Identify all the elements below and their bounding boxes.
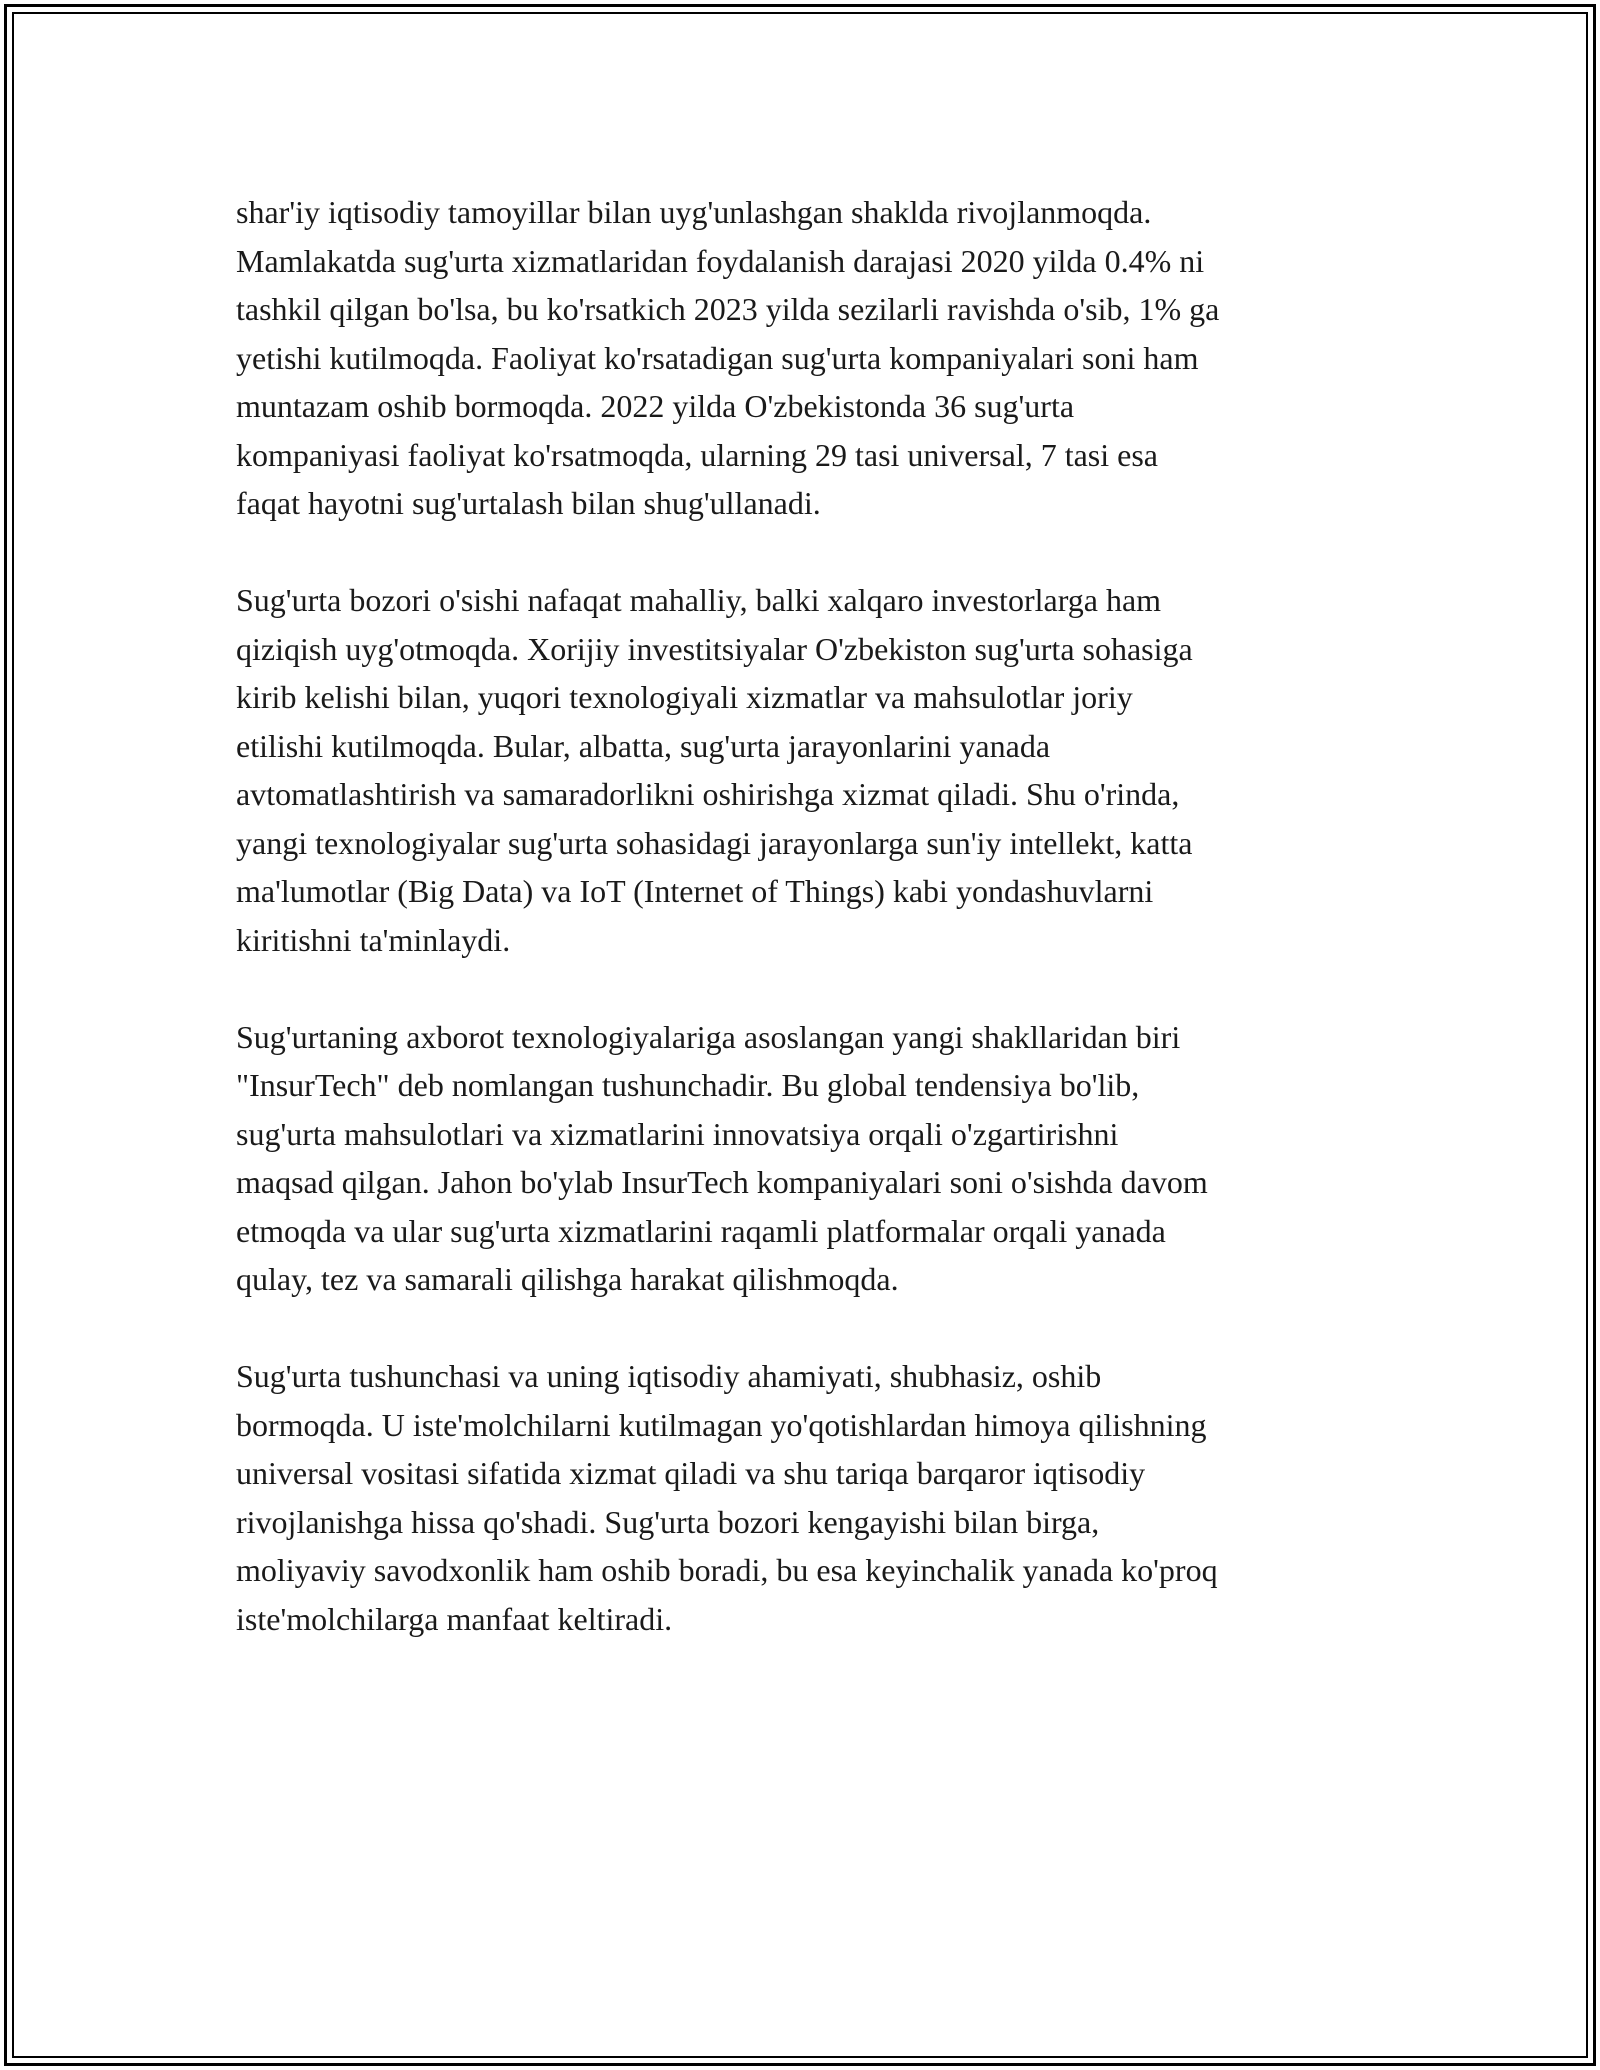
paragraph-2: Sug'urta bozori o'sishi nafaqat mahalliy, balki xalqaro investorlarga ham qiziqish uyg'otmoqda. Xorijiy investitsiyalar O'zbekiston sug'urta sohasiga kirib kelishi bilan, yuqori texnologiyali xizmatlar va mahsulotlar joriy etilishi kutilmoqda. Bular, albatta, sug'urta jarayonlarini yanada avtomatlashtirish va samaradorlikni oshirishga xizmat qiladi. Shu o'rinda, yangi texnologiyalar sug'urta sohasidagi jarayonlarga sun'iy intellekt, katta ma'lumotlar (Big Data) va IoT (Internet of Things) kabi yondashuvlarni kiritishni ta'minlaydi. bbox=[236, 582, 1193, 958]
document-body bbox=[236, 188, 1376, 1692]
paragraph-4: Sug'urta tushunchasi va uning iqtisodiy ahamiyati, shubhasiz, oshib bormoqda. U iste'molchilarni kutilmagan yo'qotishlardan himoya qilishning universal vositasi sifatida xizmat qiladi va shu tariqa barqaror iqtisodiy rivojlanishga hissa qo'shadi. Sug'urta bozori kengayishi bilan birga, moliyaviy savodxonlik ham oshib boradi, bu esa keyinchalik yanada ko'proq iste'molchilarga manfaat keltiradi. bbox=[236, 1358, 1218, 1637]
paragraph-3: Sug'urtaning axborot texnologiyalariga asoslangan yangi shakllaridan biri "InsurTech" deb nomlangan tushunchadir. Bu global tendensiya bo'lib, sug'urta mahsulotlari va xizmatlarini innovatsiya orqali o'zgartirishni maqsad qilgan. Jahon bo'ylab InsurTech kompaniyalari soni o'sishda davom etmoqda va ular sug'urta xizmatlarini raqamli platformalar orqali yanada qulay, tez va samarali qilishga harakat qilishmoqda. bbox=[236, 1018, 1208, 1297]
paragraph-1: shar'iy iqtisodiy tamoyillar bilan uyg'unlashgan shaklda rivojlanmoqda. Mamlakatda sug'urta xizmatlaridan foydalanish darajasi 2020 yilda 0.4% ni tashkil qilgan bo'lsa, bu ko'rsatkich 2023 yilda sezilarli ravishda o'sib, 1% ga yetishi kutilmoqda. Faoliyat ko'rsatadigan sug'urta kompaniyalari soni ham muntazam oshib bormoqda. 2022 yilda O'zbekistonda 36 sug'urta kompaniyasi faoliyat ko'rsatmoqda, ularning 29 tasi universal, 7 tasi esa faqat hayotni sug'urtalash bilan shug'ullanadi. bbox=[236, 194, 1220, 521]
